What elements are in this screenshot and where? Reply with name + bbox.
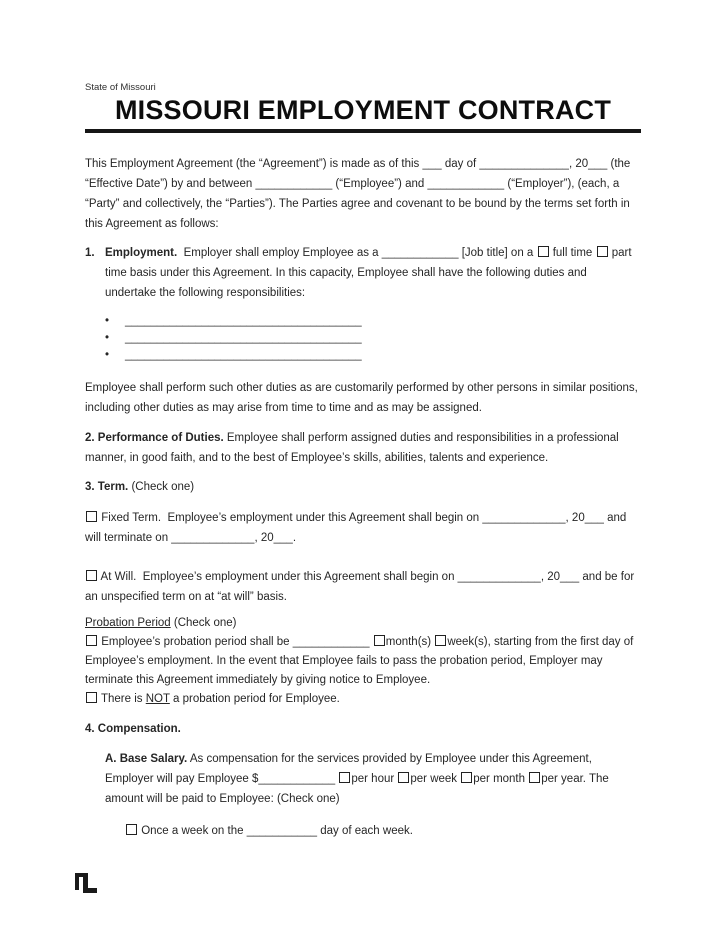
- blank-line: ____________: [427, 178, 505, 190]
- legal-templates-logo-icon: [75, 872, 97, 894]
- bullet-icon: •: [105, 332, 110, 344]
- blank-line: ___: [273, 532, 293, 544]
- checkbox-full-time[interactable]: [538, 246, 549, 257]
- checkbox-probation-period[interactable]: [86, 635, 97, 646]
- checkbox-months-unit[interactable]: [374, 635, 385, 646]
- text-segment: This Employment Agreement (the “Agreement”) is made as of this: [85, 158, 423, 170]
- text-segment: a probation period for Employee.: [169, 693, 340, 705]
- blank-line: ____________: [255, 178, 333, 190]
- text-segment: Employee shall perform assigned duties and responsibilities in a professional manner, in good faith, and to the best of Employee’s skills, abilities, talents and experience.: [85, 432, 619, 464]
- blank-line: ____________: [381, 247, 459, 259]
- checkbox-weeks-unit[interactable]: [435, 635, 446, 646]
- blank-line: ______________: [479, 158, 569, 170]
- text-segment: 3. Term.: [85, 481, 129, 493]
- at-will-option: [85, 567, 641, 607]
- blank-line: _____________: [171, 532, 255, 544]
- blank-line: ___: [588, 158, 608, 170]
- text-segment: (Check one): [128, 481, 195, 493]
- text-segment: Employment.: [105, 247, 178, 259]
- section-2-performance: [85, 428, 641, 468]
- checkbox-at-will[interactable]: [86, 570, 97, 581]
- section-1-employment: [85, 243, 641, 303]
- text-segment: and be for an unspecified term on at “at will” basis.: [85, 571, 635, 603]
- text-segment: As compensation for the services provided by Employee under this Agreement, Employer will pay Employee $: [105, 753, 592, 785]
- text-segment: (Check one): [170, 617, 237, 629]
- duties-bullet-list: [85, 313, 641, 364]
- text-segment: (the “Effective Date”) by and between: [85, 158, 631, 190]
- checkbox-once-a-week[interactable]: [126, 824, 137, 835]
- checkbox-no-probation-period[interactable]: [86, 692, 97, 703]
- text-segment: Employer shall employ Employee as a: [177, 247, 382, 259]
- legal-templates-logo: [75, 872, 97, 894]
- text-segment: [370, 636, 373, 648]
- state-label: State of Missouri: [85, 82, 156, 93]
- section-1-body: [105, 243, 641, 303]
- text-segment: (“Employer”), (each, a “Party” and collectively, the “Parties”). The Parties agree and covenant to be bound by the terms set forth in this Agreement as follows:: [85, 178, 630, 230]
- text-segment: week(s), starting from the first day of Employee’s employment. In the event that Employee fails to pass the probation period, Employer may terminate this Agreement immediately by giving notice to Employee.: [85, 636, 634, 686]
- text-segment: , 20: [568, 158, 589, 170]
- checkbox-per-year[interactable]: [529, 772, 540, 783]
- text-segment: At Will. Employee’s employment under this Agreement shall begin on: [98, 571, 458, 583]
- bullet-icon: •: [105, 315, 110, 327]
- section-4-compensation: [85, 719, 641, 739]
- text-segment: Fixed Term. Employee’s employment under this Agreement shall begin on: [98, 512, 483, 524]
- text-segment: There is: [98, 693, 146, 705]
- checkbox-per-week[interactable]: [398, 772, 409, 783]
- text-segment: Employee’s probation period shall be: [98, 636, 293, 648]
- text-segment: , 20: [565, 512, 585, 524]
- blank-line: ___: [422, 158, 442, 170]
- blank-line: _____________________________________: [125, 332, 362, 344]
- probation-option-1: [85, 633, 641, 690]
- probation-option-2: [85, 690, 641, 709]
- text-segment: per hour: [351, 773, 398, 785]
- fixed-term-option: [85, 508, 641, 548]
- checkbox-part-time[interactable]: [597, 246, 608, 257]
- checkbox-fixed-term[interactable]: [86, 511, 97, 522]
- text-segment: [Job title] on a: [458, 247, 537, 259]
- base-salary-paragraph: [105, 749, 639, 809]
- text-segment: (“Employee”) and: [332, 178, 428, 190]
- text-segment: [335, 773, 338, 785]
- other-duties-paragraph: Employee shall perform such other duties as are customarily performed by other persons in similar positions, including other duties as may arise from time to time and as may be assigned.: [85, 382, 638, 414]
- list-item: [105, 330, 641, 347]
- blank-line: ___: [560, 571, 580, 583]
- text-segment: Once a week on the: [138, 825, 247, 837]
- text-segment: , 20: [540, 571, 561, 583]
- list-item: [105, 347, 641, 364]
- blank-line: _____________________________________: [125, 349, 362, 361]
- blank-line: _____________: [482, 512, 566, 524]
- checkbox-per-hour[interactable]: [339, 772, 350, 783]
- text-segment: Probation Period: [85, 617, 171, 629]
- text-segment: part time basis under this Agreement. In this capacity, Employee shall have the following duties and undertake the following responsibilities:: [105, 247, 632, 299]
- text-segment: day of: [441, 158, 480, 170]
- text-segment: day of each week.: [317, 825, 413, 837]
- checkbox-per-month[interactable]: [461, 772, 472, 783]
- blank-line: _____________________________________: [125, 315, 362, 327]
- text-segment: 2. Performance of Duties.: [85, 432, 224, 444]
- text-segment: per year. The amount will be paid to Employee: (Check one): [105, 773, 609, 805]
- section-3-term: [85, 477, 641, 497]
- bullet-icon: •: [105, 349, 110, 361]
- text-segment: full time: [549, 247, 596, 259]
- section-1-number: 1.: [85, 247, 95, 259]
- text-segment: 4. Compensation.: [85, 723, 181, 735]
- text-segment: , 20: [254, 532, 274, 544]
- blank-line: ____________: [258, 773, 336, 785]
- page-title: MISSOURI EMPLOYMENT CONTRACT: [114, 95, 612, 125]
- text-segment: .: [292, 532, 297, 544]
- blank-line: ____________: [292, 636, 370, 648]
- text-segment: and will terminate on: [85, 512, 627, 544]
- text-segment: per week: [410, 773, 461, 785]
- intro-paragraph: [85, 154, 641, 234]
- text-segment: NOT: [145, 693, 170, 705]
- document-content: [85, 82, 641, 894]
- text-segment: month(s): [385, 636, 435, 648]
- blank-line: _____________: [457, 571, 541, 583]
- blank-line: ___: [584, 512, 604, 524]
- blank-line: ___________: [246, 825, 318, 837]
- probation-period-heading: [85, 614, 641, 633]
- title-rule: [85, 129, 641, 133]
- once-a-week-option: [125, 821, 641, 841]
- text-segment: A. Base Salary.: [105, 753, 188, 765]
- text-segment: per month: [473, 773, 529, 785]
- list-item: [105, 313, 641, 330]
